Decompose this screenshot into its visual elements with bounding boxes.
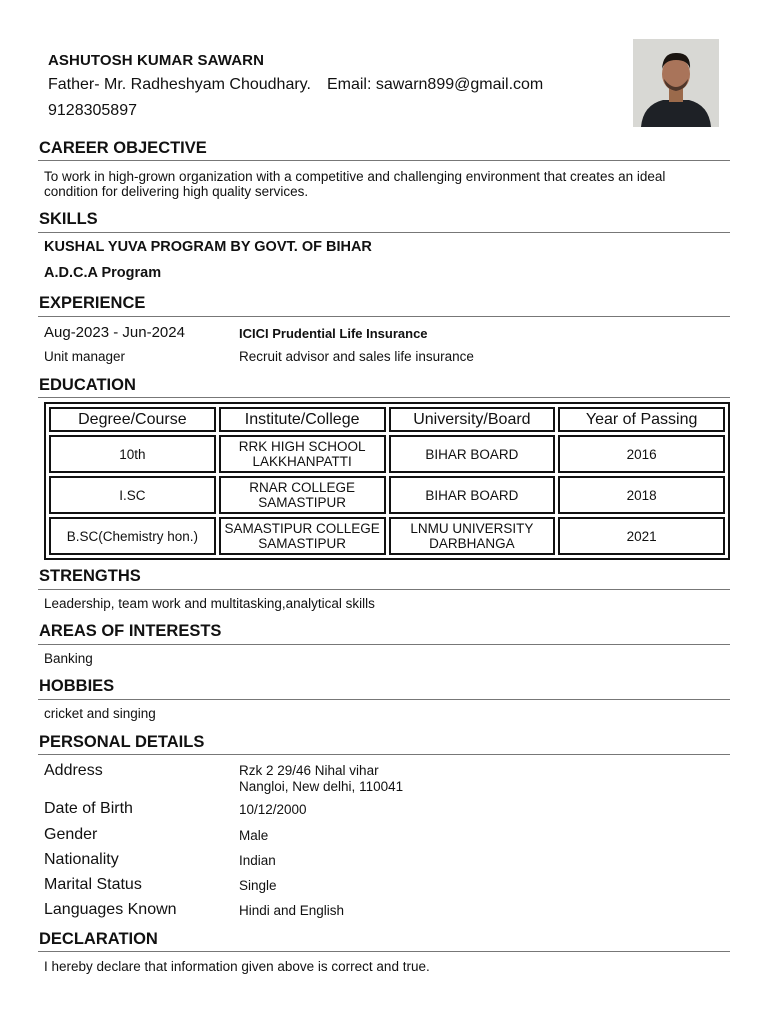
career-objective-text: [44, 169, 665, 199]
degree-cell: B.SC(Chemistry hon.): [49, 517, 216, 555]
education-header-row: [49, 407, 725, 432]
institute-line: RNAR COLLEGE: [249, 480, 356, 495]
strengths-divider: [38, 589, 730, 590]
dob-value: 10/12/2000: [239, 802, 307, 817]
column-header-degree: Degree/Course: [49, 407, 216, 432]
table-row: [49, 517, 725, 555]
gender-label: Gender: [44, 826, 98, 843]
career-objective-divider: [38, 160, 730, 161]
institute-line: RRK HIGH SCHOOL: [238, 439, 366, 454]
address-value: [239, 763, 403, 795]
year-cell: 2016: [558, 435, 725, 473]
experience-description: Recruit advisor and sales life insurance: [239, 349, 474, 364]
declaration-divider: [38, 951, 730, 952]
nationality-label: Nationality: [44, 851, 119, 868]
marital-status-label: Marital Status: [44, 876, 142, 893]
languages-value: Hindi and English: [239, 903, 345, 918]
column-header-university: University/Board: [389, 407, 556, 432]
strengths-text: Leadership, team work and multitasking,analytical skills: [44, 596, 375, 611]
hobbies-text: cricket and singing: [44, 706, 156, 721]
email-address: Email: sawarn899@gmail.com: [326, 76, 544, 93]
experience-heading: EXPERIENCE: [39, 294, 146, 312]
marital-status-value: Single: [239, 878, 277, 893]
address-line: Nangloi, New delhi, 110041: [239, 779, 404, 794]
career-objective-line-2: condition for delivering high quality services.: [44, 184, 309, 199]
table-row: [49, 476, 725, 514]
career-objective-heading: CAREER OBJECTIVE: [39, 139, 207, 157]
column-header-year: Year of Passing: [558, 407, 725, 432]
experience-role: Unit manager: [44, 349, 126, 364]
board-line: LNMU UNIVERSITY: [410, 521, 534, 536]
personal-details-divider: [38, 754, 730, 755]
year-cell: 2018: [558, 476, 725, 514]
skills-heading: SKILLS: [39, 210, 98, 228]
board-cell: [389, 476, 556, 514]
address-label: Address: [44, 762, 103, 779]
profile-photo: [633, 39, 719, 127]
experience-period: Aug-2023 - Jun-2024: [44, 324, 185, 341]
address-line: Rzk 2 29/46 Nihal vihar: [239, 763, 379, 778]
languages-label: Languages Known: [44, 901, 177, 918]
institute-cell: [219, 476, 386, 514]
education-table: [44, 402, 730, 560]
profile-photo-illustration: [633, 39, 719, 127]
strengths-heading: STRENGTHS: [39, 567, 141, 585]
table-row: [49, 435, 725, 473]
contact-line: [48, 76, 543, 94]
dob-label: Date of Birth: [44, 800, 133, 817]
institute-line: SAMASTIPUR: [258, 536, 346, 551]
phone-number: 9128305897: [48, 102, 137, 119]
board-line: DARBHANGA: [429, 536, 515, 551]
skill-item: KUSHAL YUVA PROGRAM BY GOVT. OF BIHAR: [44, 239, 372, 255]
interests-heading: AREAS OF INTERESTS: [39, 622, 222, 640]
institute-cell: [219, 517, 386, 555]
column-header-institute: Institute/College: [219, 407, 386, 432]
board-line: BIHAR BOARD: [425, 446, 519, 462]
institute-line: SAMASTIPUR COLLEGE: [224, 521, 380, 536]
education-heading: EDUCATION: [39, 376, 136, 394]
father-name: Father- Mr. Radheshyam Choudhary.: [48, 76, 311, 93]
declaration-heading: DECLARATION: [39, 930, 158, 948]
hobbies-heading: HOBBIES: [39, 677, 115, 695]
hobbies-divider: [38, 699, 730, 700]
board-line: BIHAR BOARD: [425, 487, 519, 503]
experience-divider: [38, 316, 730, 317]
gender-value: Male: [239, 828, 269, 843]
candidate-name: ASHUTOSH KUMAR SAWARN: [48, 52, 264, 69]
education-divider: [38, 397, 730, 398]
institute-cell: [219, 435, 386, 473]
nationality-value: Indian: [239, 853, 276, 868]
board-cell: [389, 517, 556, 555]
degree-cell: 10th: [49, 435, 216, 473]
declaration-text: I hereby declare that information given above is correct and true.: [44, 959, 430, 974]
career-objective-line-1: To work in high-grown organization with a competitive and challenging environment that creates an ideal: [44, 169, 666, 184]
degree-cell: I.SC: [49, 476, 216, 514]
institute-line: SAMASTIPUR: [258, 495, 346, 510]
board-cell: [389, 435, 556, 473]
interests-divider: [38, 644, 730, 645]
experience-company: ICICI Prudential Life Insurance: [239, 326, 428, 341]
year-cell: 2021: [558, 517, 725, 555]
personal-details-heading: PERSONAL DETAILS: [39, 733, 205, 751]
institute-line: LAKKHANPATTI: [252, 454, 352, 469]
interests-text: Banking: [44, 651, 93, 666]
skills-divider: [38, 232, 730, 233]
skill-item: A.D.C.A Program: [44, 265, 162, 281]
